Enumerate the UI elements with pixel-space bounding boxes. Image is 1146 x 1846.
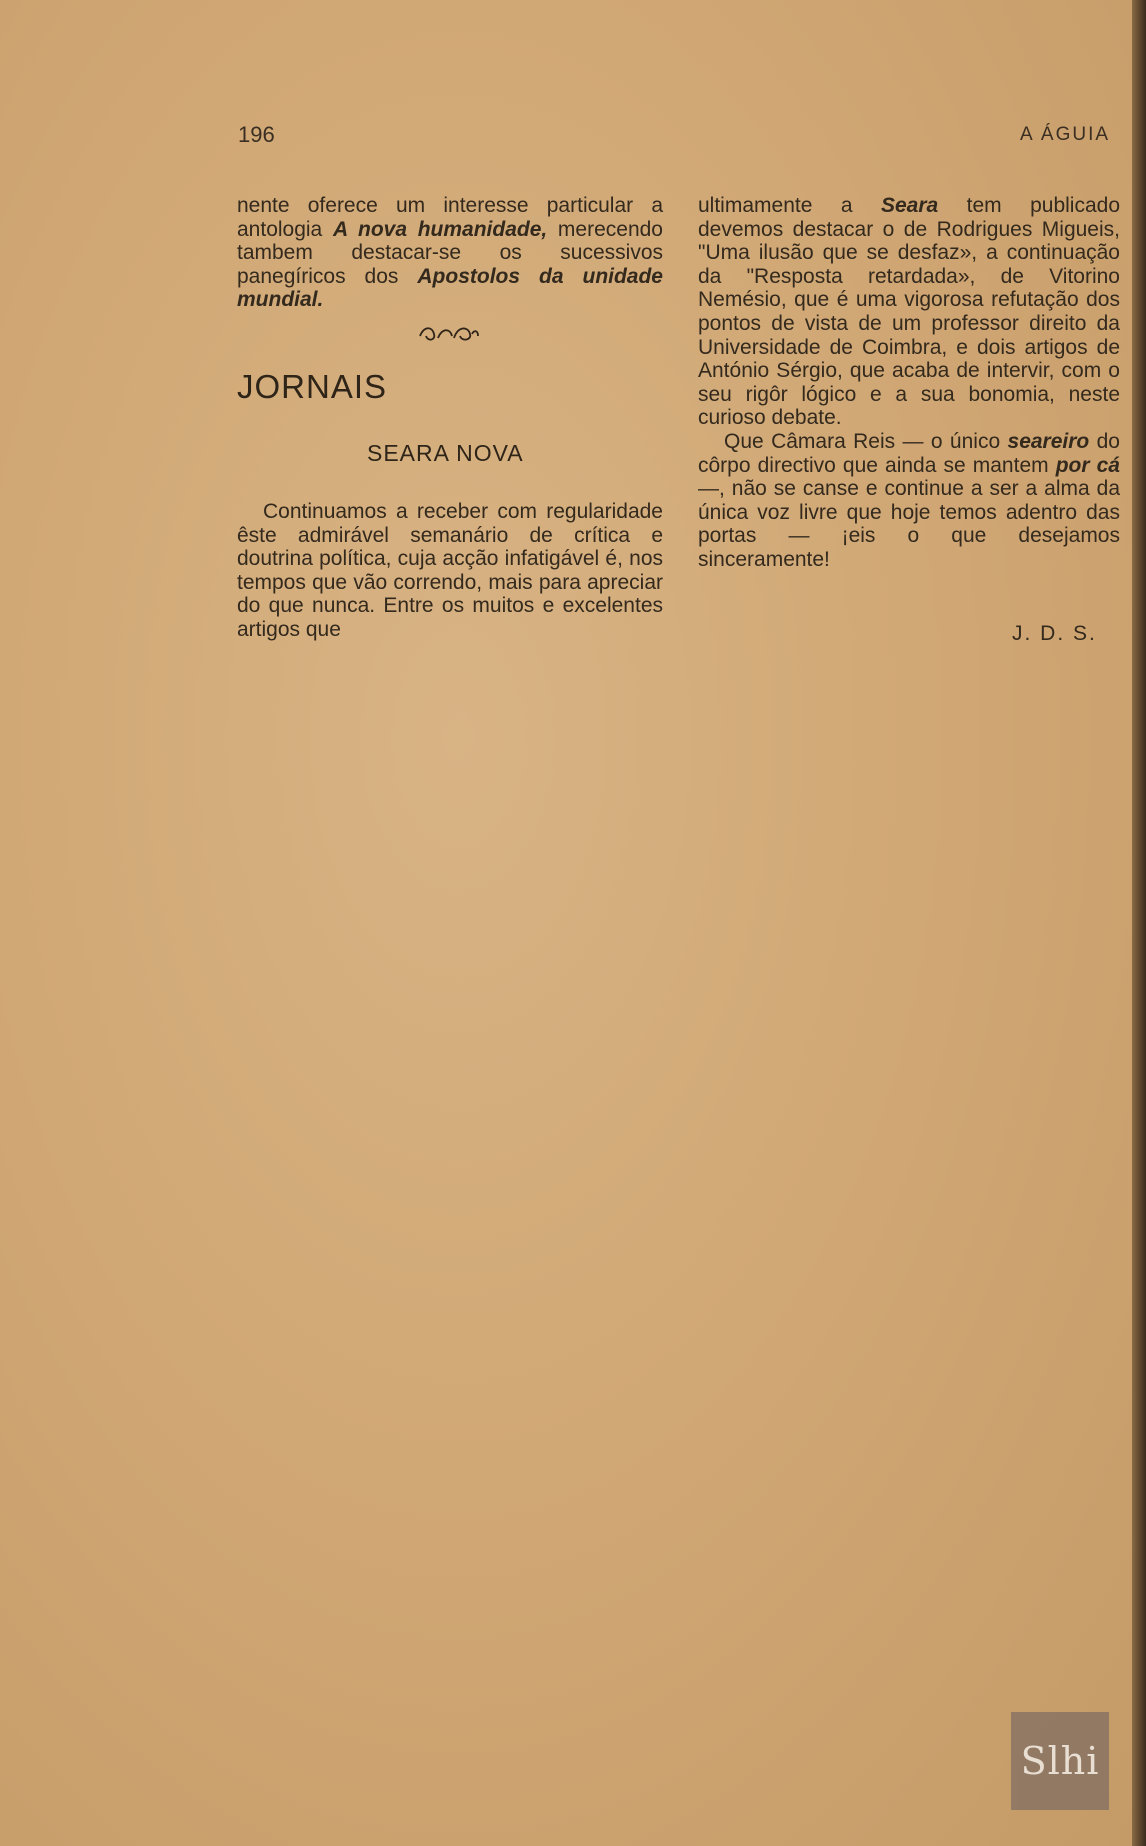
page-number: 196 (238, 122, 275, 147)
text-run: merecendo tambem destacar-se os sucessivos panegíricos dos (237, 217, 663, 288)
right-column (698, 194, 1120, 572)
text-run: —, não se canse e continue a ser a alma da única voz livre que hoje temos adentro das portas — ¡eis o que desejamos sinceramente! (698, 477, 1120, 571)
page-edge-shadow (1132, 0, 1146, 1846)
text-run: Que Câmara Reis — o único (724, 429, 1008, 453)
italic-word: seareiro (1007, 429, 1090, 453)
logo-text: Slhi (1020, 1739, 1100, 1783)
italic-title: Apostolos da unidade mundial. (237, 264, 663, 312)
body-paragraph: Continuamos a receber com regularidade êste admirável semanário de crítica e doutrina política, cuja acção infatigável é, nos tempos que vão correndo, mais para apreciar do que nunca. Entre os muitos e excelentes artigos que (237, 500, 663, 641)
body-paragraph (698, 430, 1120, 572)
running-header-title: A ÁGUIA (1020, 124, 1111, 145)
text-run: do côrpo directivo que ainda se mantem (698, 429, 1120, 477)
left-column-continuation (237, 194, 663, 312)
author-signature: J. D. S. (1012, 622, 1097, 645)
text-run: nente oferece um interesse particular a antologia (237, 194, 663, 241)
left-column-body (237, 500, 663, 642)
subsection-heading: SEARA NOVA (367, 440, 524, 466)
body-paragraph (698, 194, 1120, 430)
library-logo (1011, 1712, 1109, 1810)
ornament-divider-icon (414, 322, 484, 344)
italic-word: Seara (880, 194, 939, 217)
italic-title: A nova humanidade, (332, 217, 548, 241)
italic-word: por cá (1055, 453, 1120, 477)
text-run: tem publicado devemos destacar o de Rodrigues Migueis, "Uma ilusão que se desfaz», a continuação da "Resposta retardada», de Vitorino Nemésio, que é uma vigorosa refutação dos pontos de vista de um professor direito da Universidade de Coimbra, e dois artigos de António Sérgio, que acaba de intervir, com o seu rigôr lógico e a sua bonomia, neste curioso debate. (698, 194, 1120, 430)
section-heading: JORNAIS (237, 368, 388, 405)
text-run: ultimamente a (698, 194, 881, 217)
